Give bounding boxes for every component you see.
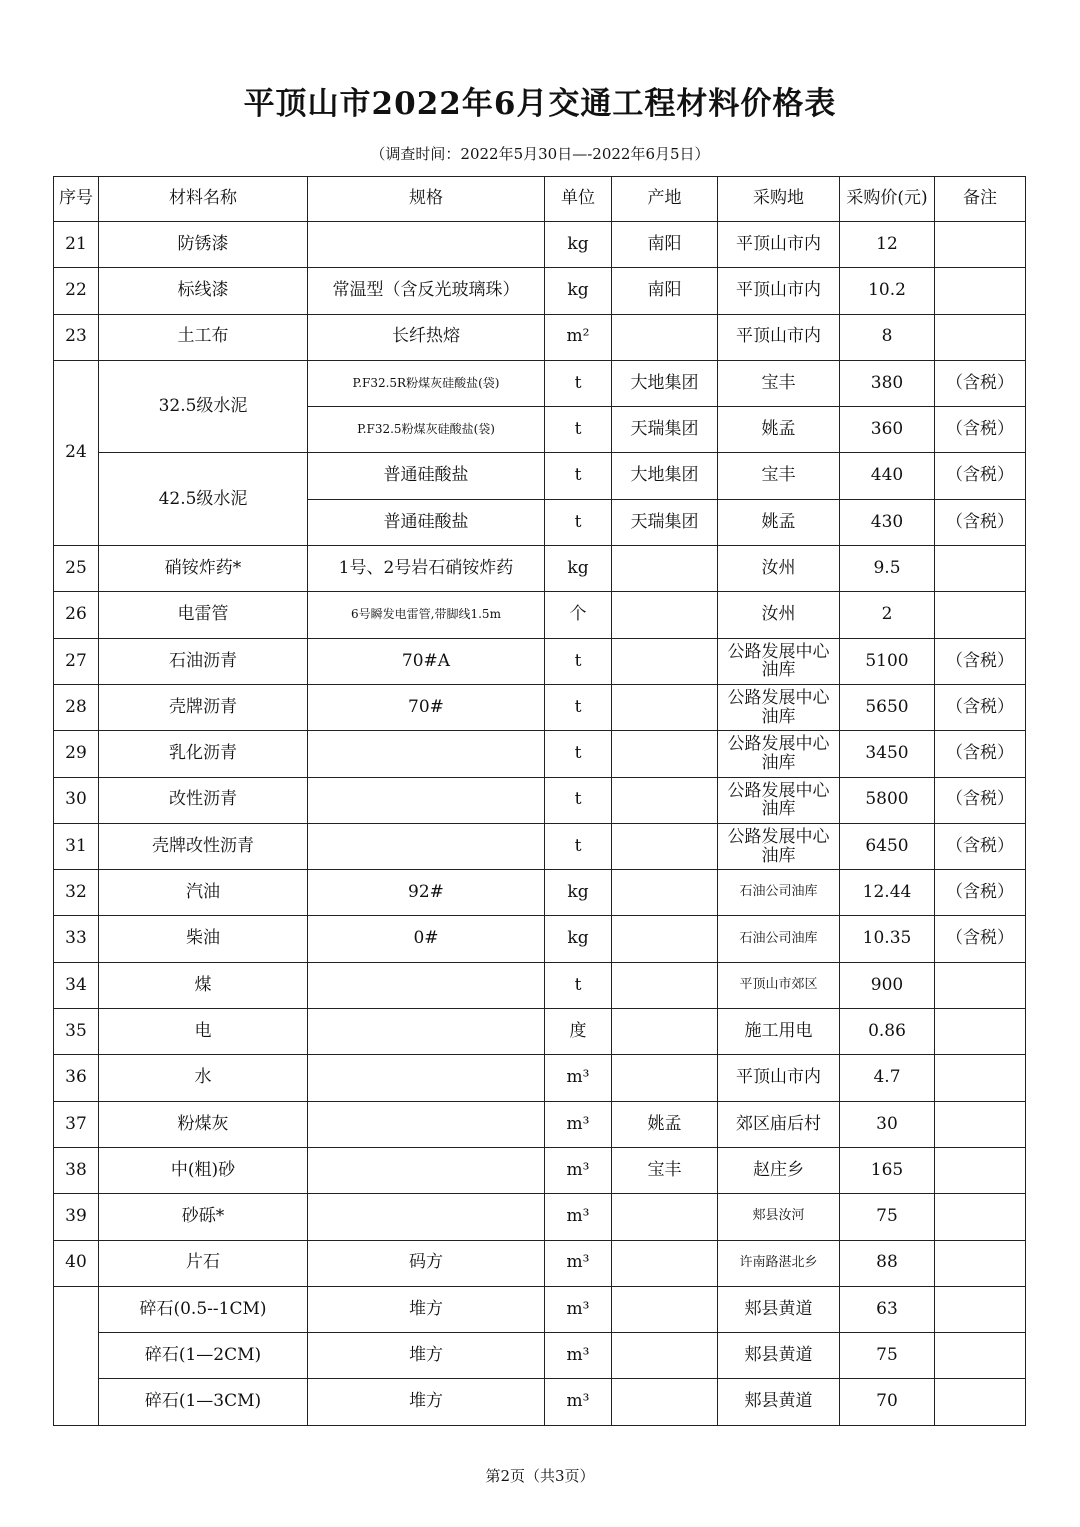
cell-price: 12 (840, 222, 935, 268)
cell-origin: 姚孟 (612, 1101, 718, 1147)
cell-name: 砂砾* (99, 1194, 308, 1240)
cell-note: （含税） (935, 360, 1026, 406)
cell-note: （含税） (935, 499, 1026, 545)
cell-unit: m³ (545, 1286, 612, 1332)
table-row (54, 1009, 1026, 1055)
cell-unit: m³ (545, 1194, 612, 1240)
cell-seq: 33 (54, 916, 99, 962)
cell-seq: 35 (54, 1009, 99, 1055)
cell-spec (308, 1194, 545, 1240)
price-table (53, 176, 1026, 1426)
cell-name: 碎石(1—2CM) (99, 1333, 308, 1379)
cell-spec: 堆方 (308, 1333, 545, 1379)
cell-price: 5800 (840, 777, 935, 823)
cell-spec: 70# (308, 684, 545, 730)
header-place: 采购地 (718, 177, 840, 222)
cell-spec: 长纤热熔 (308, 314, 545, 360)
survey-period: （调查时间：2022年5月30日—-2022年6月5日） (370, 145, 710, 163)
table-row (54, 1333, 1026, 1379)
cell-spec (308, 222, 545, 268)
cell-place: 石油公司油库 (718, 870, 840, 916)
cell-origin (612, 1286, 718, 1332)
cell-place: 汝州 (718, 546, 840, 592)
cell-seq: 40 (54, 1240, 99, 1286)
cell-unit: m³ (545, 1147, 612, 1193)
cell-spec (308, 1147, 545, 1193)
table-row (54, 1379, 1026, 1425)
cell-place: 平顶山市内 (718, 268, 840, 314)
cell-note (935, 1379, 1026, 1425)
cell-name: 32.5级水泥 (99, 360, 308, 453)
cell-name: 碎石(0.5--1CM) (99, 1286, 308, 1332)
cell-price: 8 (840, 314, 935, 360)
cell-seq: 34 (54, 962, 99, 1008)
cell-seq: 36 (54, 1055, 99, 1101)
cell-unit: m³ (545, 1333, 612, 1379)
cell-note (935, 1333, 1026, 1379)
cell-name: 硝铵炸药* (99, 546, 308, 592)
cell-origin (612, 1333, 718, 1379)
cell-origin (612, 546, 718, 592)
cell-seq: 25 (54, 546, 99, 592)
cell-price: 75 (840, 1194, 935, 1240)
table-row (54, 916, 1026, 962)
cell-note (935, 1194, 1026, 1240)
cell-origin (612, 592, 718, 638)
cell-note (935, 1101, 1026, 1147)
cell-name: 汽油 (99, 870, 308, 916)
cell-name: 土工布 (99, 314, 308, 360)
cell-unit: 度 (545, 1009, 612, 1055)
cell-spec (308, 1009, 545, 1055)
table-row (54, 314, 1026, 360)
cell-origin (612, 1379, 718, 1425)
cell-price: 380 (840, 360, 935, 406)
cell-price: 10.2 (840, 268, 935, 314)
cell-price: 4.7 (840, 1055, 935, 1101)
cell-unit: t (545, 777, 612, 823)
cell-unit: t (545, 499, 612, 545)
cell-price: 3450 (840, 731, 935, 777)
header-unit: 单位 (545, 177, 612, 222)
cell-place: 宝丰 (718, 360, 840, 406)
cell-origin (612, 731, 718, 777)
table-row (54, 962, 1026, 1008)
cell-unit: kg (545, 546, 612, 592)
cell-note (935, 1009, 1026, 1055)
cell-note (935, 592, 1026, 638)
cell-seq: 38 (54, 1147, 99, 1193)
cell-price: 5100 (840, 638, 935, 684)
table-row (54, 870, 1026, 916)
cell-price: 165 (840, 1147, 935, 1193)
cell-seq: 23 (54, 314, 99, 360)
cell-spec: 70#A (308, 638, 545, 684)
page-title: 平顶山市2022年6月交通工程材料价格表 (243, 86, 837, 122)
cell-seq: 26 (54, 592, 99, 638)
cell-place: 公路发展中心油库 (718, 777, 840, 823)
cell-place: 郊区庙后村 (718, 1101, 840, 1147)
cell-spec: 6号瞬发电雷管,带脚线1.5m (308, 592, 545, 638)
cell-note (935, 1147, 1026, 1193)
cell-spec: 码方 (308, 1240, 545, 1286)
table-row (54, 1055, 1026, 1101)
cell-seq: 30 (54, 777, 99, 823)
header-row (54, 177, 1026, 222)
cell-price: 75 (840, 1333, 935, 1379)
cell-note: （含税） (935, 684, 1026, 730)
cell-origin (612, 314, 718, 360)
header-seq: 序号 (54, 177, 99, 222)
cell-place: 公路发展中心油库 (718, 823, 840, 869)
cell-unit: m³ (545, 1055, 612, 1101)
cell-spec: 普通硅酸盐 (308, 453, 545, 499)
cell-place: 郏县黄道 (718, 1286, 840, 1332)
cell-spec: 0# (308, 916, 545, 962)
cell-place: 姚孟 (718, 407, 840, 453)
cell-seq: 31 (54, 823, 99, 869)
cell-name: 42.5级水泥 (99, 453, 308, 546)
cell-name: 改性沥青 (99, 777, 308, 823)
cell-note: （含税） (935, 916, 1026, 962)
cell-origin (612, 1009, 718, 1055)
cell-spec (308, 962, 545, 1008)
cell-name: 石油沥青 (99, 638, 308, 684)
cell-name: 水 (99, 1055, 308, 1101)
cell-unit: kg (545, 222, 612, 268)
cell-name: 乳化沥青 (99, 731, 308, 777)
cell-origin (612, 870, 718, 916)
table-row (54, 731, 1026, 777)
cell-unit: t (545, 962, 612, 1008)
cell-origin (612, 1055, 718, 1101)
table-row (54, 360, 1026, 406)
cell-price: 440 (840, 453, 935, 499)
cell-price: 6450 (840, 823, 935, 869)
cell-origin (612, 777, 718, 823)
header-spec: 规格 (308, 177, 545, 222)
cell-name: 粉煤灰 (99, 1101, 308, 1147)
table-row (54, 268, 1026, 314)
table-row (54, 684, 1026, 730)
cell-place: 平顶山市内 (718, 222, 840, 268)
cell-note: （含税） (935, 823, 1026, 869)
cell-note: （含税） (935, 407, 1026, 453)
cell-price: 70 (840, 1379, 935, 1425)
cell-name: 电 (99, 1009, 308, 1055)
cell-place: 平顶山市郊区 (718, 962, 840, 1008)
cell-note (935, 268, 1026, 314)
cell-unit: m³ (545, 1379, 612, 1425)
header-origin: 产地 (612, 177, 718, 222)
cell-seq: 27 (54, 638, 99, 684)
page-footer: 第2页（共3页） (485, 1467, 595, 1485)
cell-note (935, 546, 1026, 592)
table-row (54, 1101, 1026, 1147)
cell-unit: t (545, 684, 612, 730)
cell-seq: 39 (54, 1194, 99, 1240)
cell-unit: t (545, 407, 612, 453)
cell-place: 公路发展中心油库 (718, 638, 840, 684)
cell-place: 郏县黄道 (718, 1379, 840, 1425)
cell-unit: t (545, 453, 612, 499)
cell-spec (308, 777, 545, 823)
cell-price: 360 (840, 407, 935, 453)
cell-unit: t (545, 823, 612, 869)
cell-name: 防锈漆 (99, 222, 308, 268)
table-row (54, 222, 1026, 268)
cell-unit: m³ (545, 1101, 612, 1147)
cell-name: 电雷管 (99, 592, 308, 638)
cell-place: 宝丰 (718, 453, 840, 499)
cell-spec: 1号、2号岩石硝铵炸药 (308, 546, 545, 592)
cell-name: 煤 (99, 962, 308, 1008)
cell-origin (612, 916, 718, 962)
cell-spec: 92# (308, 870, 545, 916)
cell-unit: kg (545, 916, 612, 962)
cell-name: 片石 (99, 1240, 308, 1286)
cell-place: 姚孟 (718, 499, 840, 545)
cell-seq: 21 (54, 222, 99, 268)
cell-note (935, 1286, 1026, 1332)
cell-seq (54, 1286, 99, 1425)
cell-place: 石油公司油库 (718, 916, 840, 962)
cell-place: 许南路湛北乡 (718, 1240, 840, 1286)
cell-seq: 22 (54, 268, 99, 314)
cell-name: 中(粗)砂 (99, 1147, 308, 1193)
cell-price: 63 (840, 1286, 935, 1332)
cell-price: 88 (840, 1240, 935, 1286)
cell-note: （含税） (935, 638, 1026, 684)
cell-place: 平顶山市内 (718, 314, 840, 360)
cell-note (935, 1055, 1026, 1101)
cell-price: 2 (840, 592, 935, 638)
cell-origin: 天瑞集团 (612, 407, 718, 453)
cell-unit: kg (545, 268, 612, 314)
cell-seq: 29 (54, 731, 99, 777)
table-row (54, 777, 1026, 823)
cell-origin (612, 1240, 718, 1286)
cell-price: 430 (840, 499, 935, 545)
cell-origin: 南阳 (612, 268, 718, 314)
cell-spec: 堆方 (308, 1286, 545, 1332)
header-name: 材料名称 (99, 177, 308, 222)
cell-spec (308, 731, 545, 777)
cell-unit: t (545, 360, 612, 406)
cell-price: 9.5 (840, 546, 935, 592)
cell-spec: 常温型（含反光玻璃珠） (308, 268, 545, 314)
cell-unit: m³ (545, 1240, 612, 1286)
cell-note (935, 314, 1026, 360)
table-row (54, 1147, 1026, 1193)
cell-price: 900 (840, 962, 935, 1008)
cell-seq: 28 (54, 684, 99, 730)
table-row (54, 1286, 1026, 1332)
cell-unit: t (545, 638, 612, 684)
cell-place: 公路发展中心油库 (718, 684, 840, 730)
cell-note: （含税） (935, 731, 1026, 777)
cell-place: 汝州 (718, 592, 840, 638)
cell-price: 12.44 (840, 870, 935, 916)
cell-note: （含税） (935, 453, 1026, 499)
cell-name: 壳牌沥青 (99, 684, 308, 730)
cell-spec (308, 823, 545, 869)
cell-spec: 堆方 (308, 1379, 545, 1425)
table-row (54, 638, 1026, 684)
cell-unit: 个 (545, 592, 612, 638)
header-note: 备注 (935, 177, 1026, 222)
cell-price: 10.35 (840, 916, 935, 962)
cell-name: 标线漆 (99, 268, 308, 314)
cell-place: 平顶山市内 (718, 1055, 840, 1101)
cell-origin: 宝丰 (612, 1147, 718, 1193)
table-row (54, 592, 1026, 638)
cell-spec: P.F32.5粉煤灰硅酸盐(袋) (308, 407, 545, 453)
cell-price: 0.86 (840, 1009, 935, 1055)
cell-origin: 南阳 (612, 222, 718, 268)
cell-note (935, 222, 1026, 268)
cell-seq: 24 (54, 360, 99, 545)
cell-name: 柴油 (99, 916, 308, 962)
cell-origin: 大地集团 (612, 453, 718, 499)
cell-origin (612, 823, 718, 869)
cell-unit: kg (545, 870, 612, 916)
cell-spec: 普通硅酸盐 (308, 499, 545, 545)
table-row (54, 546, 1026, 592)
cell-name: 碎石(1—3CM) (99, 1379, 308, 1425)
cell-spec (308, 1101, 545, 1147)
cell-note (935, 1240, 1026, 1286)
table-body (54, 222, 1026, 1426)
cell-spec (308, 1055, 545, 1101)
cell-origin (612, 684, 718, 730)
table-row (54, 453, 1026, 499)
cell-origin (612, 1194, 718, 1240)
cell-origin (612, 962, 718, 1008)
cell-price: 5650 (840, 684, 935, 730)
cell-place: 郏县黄道 (718, 1333, 840, 1379)
cell-note: （含税） (935, 870, 1026, 916)
table-row (54, 1240, 1026, 1286)
cell-place: 赵庄乡 (718, 1147, 840, 1193)
cell-place: 公路发展中心油库 (718, 731, 840, 777)
cell-note: （含税） (935, 777, 1026, 823)
cell-name: 壳牌改性沥青 (99, 823, 308, 869)
cell-origin (612, 638, 718, 684)
table-row (54, 1194, 1026, 1240)
cell-seq: 32 (54, 870, 99, 916)
header-price: 采购价(元) (840, 177, 935, 222)
cell-unit: t (545, 731, 612, 777)
cell-note (935, 962, 1026, 1008)
cell-place: 施工用电 (718, 1009, 840, 1055)
cell-spec: P.F32.5R粉煤灰硅酸盐(袋) (308, 360, 545, 406)
cell-origin: 天瑞集团 (612, 499, 718, 545)
cell-place: 郏县汝河 (718, 1194, 840, 1240)
table-row (54, 823, 1026, 869)
cell-unit: m² (545, 314, 612, 360)
cell-origin: 大地集团 (612, 360, 718, 406)
cell-seq: 37 (54, 1101, 99, 1147)
cell-price: 30 (840, 1101, 935, 1147)
